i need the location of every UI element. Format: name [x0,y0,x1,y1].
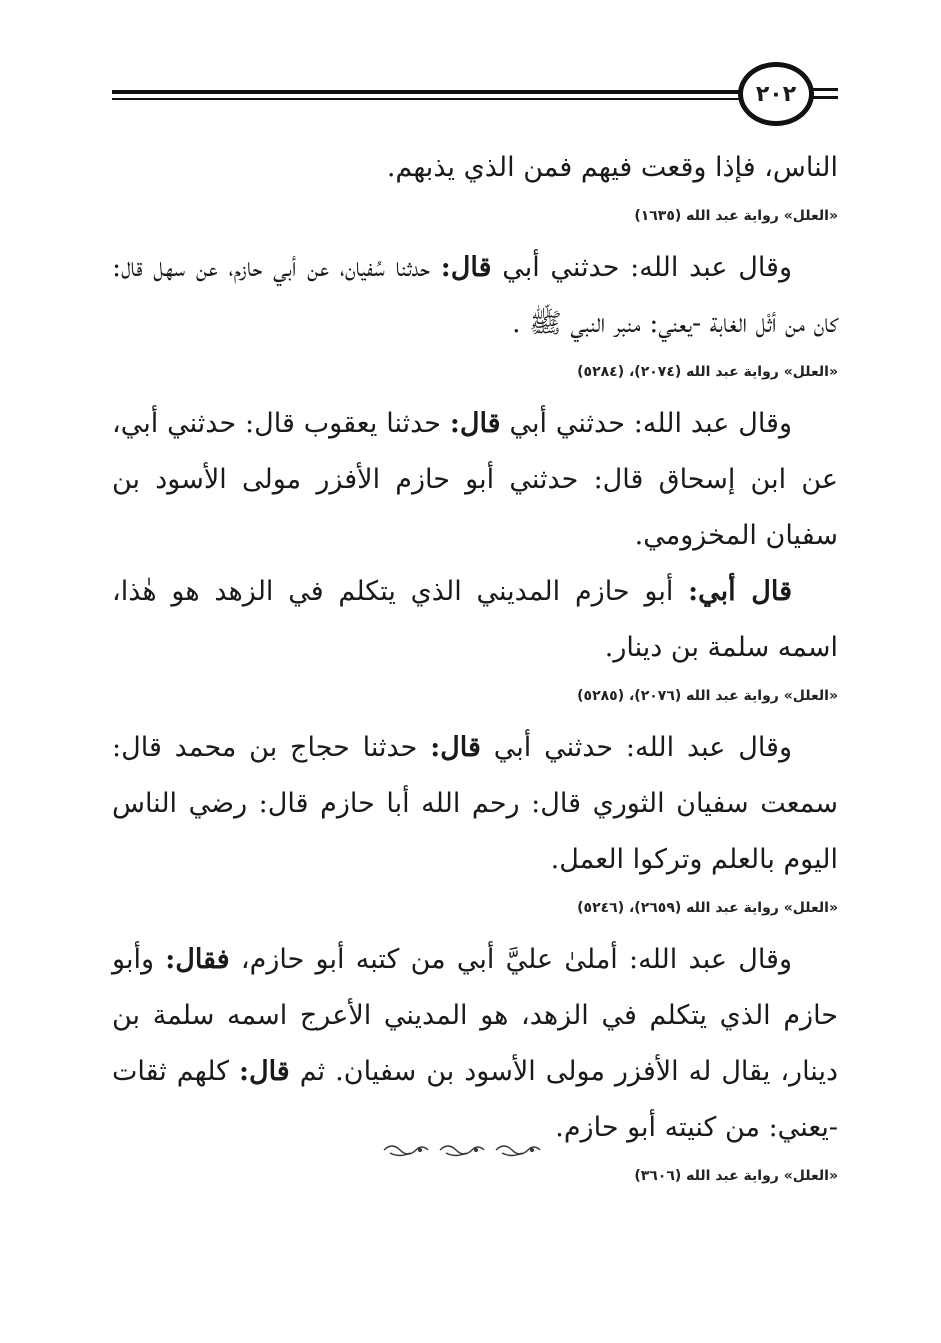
page-number: ٢٠٢ [755,81,797,107]
text-run: أبو حازم المديني الذي يتكلم في الزهد هو هٰذا، اسمه سلمة بن دينار. [112,576,838,663]
source-citation: «العلل» رواية عبد الله (٣٦٠٦) [634,1168,838,1184]
text-run: وأبو حازم الذي يتكلم في الزهد، هو المديني الأعرج اسمه سلمة بن دينار، يقال له الأفزر مولى الأسود بن سفيان. ثم [112,944,838,1087]
page-header [0,0,941,140]
source-citation: «العلل» رواية عبد الله (٢٠٧٦)، (٥٢٨٥) [577,688,838,704]
paragraph [112,240,838,352]
text-run: كلهم ثقات -يعني: من كنيته أبو حازم. [112,1056,838,1143]
text-run: الناس، فإذا وقعت فيهم فمن الذي يذبهم. [386,152,838,183]
header-rule-thin [112,98,740,100]
keyword-qal: قال: [449,408,501,439]
text-run: حدثنا يعقوب قال: حدثني أبي، عن ابن إسحاق قال: حدثني أبو حازم الأفزر مولى الأسود بن سفيان المخزومي. [112,408,838,551]
keyword-qal: قال: [239,1056,290,1087]
page-body [112,140,838,1200]
paragraph [112,396,838,564]
ornament-divider [380,1140,560,1160]
header-rule-right-top [813,88,838,91]
paragraph [112,932,838,1156]
header-rule-thick [112,90,740,94]
text-run: حدثنا حجاج بن محمد قال: سمعت سفيان الثوري قال: رحم الله أبا حازم قال: رضي الناس اليوم بالعلم وتركوا العمل. [112,732,838,875]
text-run: وقال عبد الله: حدثني أبي [480,732,793,763]
source-citation: «العلل» رواية عبد الله (٢٠٧٤)، (٥٢٨٤) [577,364,838,380]
keyword-qal-abi: قال أبي: [688,576,792,607]
page-number-badge [738,62,814,126]
text-run: وقال عبد الله: حدثني أبي [500,408,793,439]
text-run: وقال عبد الله: حدثني أبي [491,252,792,283]
source-citation: «العلل» رواية عبد الله (١٦٣٥) [634,208,838,224]
header-rule-right-bottom [813,96,838,99]
keyword-qal: قال: [430,732,481,763]
source-citation: «العلل» رواية عبد الله (٢٦٥٩)، (٥٢٤٦) [577,900,838,916]
keyword-qal: قال: [440,252,492,283]
paragraph [112,720,838,888]
paragraph [112,140,838,196]
text-run: حدثنا سُفيان، عن أبي حازم، عن سهل قال: كان من أثْل الغابة -يعني: منبر النبي ﷺ . [112,252,838,339]
text-run: وقال عبد الله: أملىٰ عليَّ أبي من كتبه أبو حازم، [229,944,792,975]
paragraph [112,564,838,676]
keyword-faqal: فقال: [165,944,230,975]
